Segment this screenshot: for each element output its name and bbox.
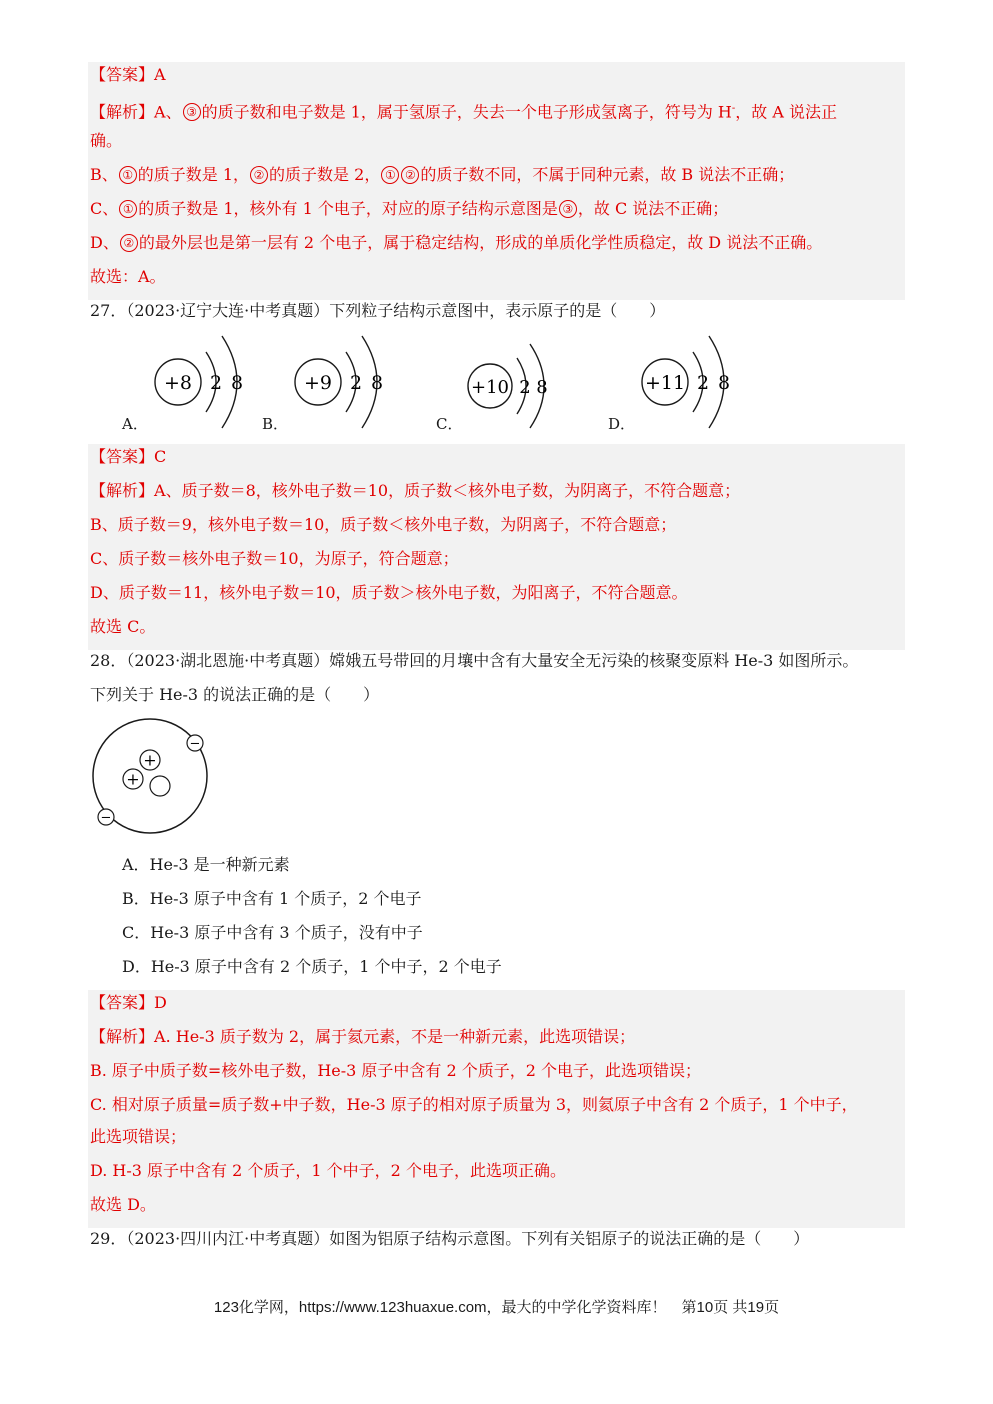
diagram-d (642, 336, 730, 428)
answer-block-28 (88, 990, 905, 1228)
circled-number: ① (119, 200, 137, 218)
shell-electron-label: 8 (230, 372, 244, 394)
text-segment: ，故 C 说法不正确； (577, 199, 729, 218)
answer-value: D (154, 993, 167, 1012)
answer-line (90, 992, 167, 1014)
nucleus-label: +10 (471, 377, 509, 398)
answer-tag: 【答案】 (90, 993, 155, 1012)
diagram-b (295, 336, 383, 428)
neutron-icon (150, 776, 170, 796)
text-segment: 的最外层也是第一层有 2 个电子，属于稳定结构，形成的单质化学性质稳定，故 D 说法不正确。 (138, 233, 823, 252)
analysis-tag: 【解析】 (90, 1027, 155, 1046)
analysis-line-a (90, 98, 837, 123)
text-segment: 的质子数不同，不属于同种元素，故 B 说法不正确； (420, 165, 795, 184)
nucleus-label: +11 (644, 372, 686, 394)
diagram-c (468, 344, 548, 428)
question-27-stem: 27．（2023·辽宁大连·中考真题）下列粒子结构示意图中，表示原子的是（ ） (90, 301, 666, 320)
analysis-line-b (90, 164, 794, 186)
analysis-line-b: B. 原子中质子数=核外电子数，He-3 原子中含有 2 个质子，2 个电子，此选项错误； (90, 1061, 702, 1080)
answer-value: A (154, 65, 166, 84)
answer-line (90, 64, 166, 86)
conclusion: 故选 C。 (90, 617, 156, 636)
shell-electron-label: 2 (209, 372, 223, 394)
circled-number: ② (401, 166, 419, 184)
atom-diagrams-27 (0, 332, 993, 432)
option-c: C．He-3 原子中含有 3 个质子，没有中子 (122, 923, 423, 942)
he3-atom-diagram (88, 716, 218, 836)
analysis-line-c: C、质子数＝核外电子数＝10，为原子，符合题意； (90, 549, 459, 568)
shell-electron-label: 2 (519, 377, 531, 398)
circled-number: ① (381, 166, 399, 184)
analysis-line-a (90, 1026, 635, 1048)
analysis-line-a (90, 480, 740, 502)
superscript: - (731, 103, 736, 114)
question-28-stem: 28．（2023·湖北恩施·中考真题）嫦娥五号带回的月壤中含有大量安全无污染的核聚变原料 He-3 如图所示。 (90, 651, 859, 670)
text-segment: 的质子数是 1， (137, 165, 250, 184)
answer-tag: 【答案】 (90, 65, 155, 84)
text-segment: A、质子数＝8，核外电子数＝10，质子数＜核外电子数，为阴离子，不符合题意； (154, 481, 741, 500)
circled-number: ③ (183, 103, 201, 121)
shell-electron-label: 2 (696, 372, 710, 394)
text-segment: B、 (90, 165, 118, 184)
question-28-stem-wrap: 下列关于 He-3 的说法正确的是（ ） (90, 685, 380, 704)
option-a: A．He-3 是一种新元素 (122, 855, 290, 874)
option-label-c: C． (436, 415, 463, 433)
option-label-a: A． (122, 415, 148, 433)
diagram-a (155, 336, 243, 428)
shell-electron-label: 8 (717, 372, 731, 394)
circled-number: ② (120, 234, 138, 252)
answer-block-26 (88, 62, 905, 300)
analysis-line-c (90, 198, 728, 220)
text-segment: A、 (154, 102, 182, 122)
text-segment: 的质子数是 2， (269, 165, 381, 184)
analysis-line-d: D、质子数＝11，核外电子数＝10，质子数＞核外电子数，为阳离子，不符合题意。 (90, 583, 688, 602)
answer-value: C (154, 447, 167, 466)
option-label-b: B． (262, 415, 289, 433)
text-segment: A. He-3 质子数为 2，属于氦元素，不是一种新元素，此选项错误； (154, 1027, 636, 1046)
circled-number: ② (250, 166, 268, 184)
option-b: B．He-3 原子中含有 1 个质子，2 个电子 (122, 889, 422, 908)
proton-icon: + (126, 769, 140, 789)
circled-number: ③ (559, 200, 577, 218)
nucleus-label: +9 (303, 372, 333, 394)
proton-icon: + (143, 750, 157, 770)
page-footer: 123化学网，https://www.123huaxue.com，最大的中学化学资料库！ 第10页 共19页 (213, 1299, 780, 1316)
option-label-d: D． (608, 415, 636, 433)
text-segment: ，故 A 说法正 (735, 102, 838, 122)
electron-icon: − (100, 810, 112, 826)
circled-number: ① (119, 166, 137, 184)
text-segment: 的质子数和电子数是 1，属于氢原子，失去一个电子形成氢离子，符号为 H (201, 102, 732, 122)
answer-line (90, 446, 166, 468)
shell-electron-label: 2 (349, 372, 363, 394)
analysis-line-c: C. 相对原子质量=质子数+中子数，He-3 原子的相对原子质量为 3，则氦原子中含有 2 个质子，1 个中子， (90, 1095, 858, 1114)
text-segment: C、 (90, 199, 119, 218)
answer-block-27 (88, 444, 905, 650)
analysis-line-b: B、质子数＝9，核外电子数＝10，质子数＜核外电子数，为阴离子，不符合题意； (90, 515, 677, 534)
conclusion: 故选：A。 (90, 267, 166, 286)
analysis-line-d: D. H-3 原子中含有 2 个质子，1 个中子，2 个电子，此选项正确。 (90, 1161, 566, 1180)
option-d: D．He-3 原子中含有 2 个质子，1 个中子，2 个电子 (122, 957, 502, 976)
question-29-stem: 29．（2023·四川内江·中考真题）如图为铝原子结构示意图。下列有关铝原子的说法正确的是（ ） (90, 1229, 810, 1248)
analysis-tag: 【解析】 (90, 481, 155, 500)
answer-tag: 【答案】 (90, 447, 155, 466)
text-segment: D、 (90, 233, 119, 252)
text-segment: 的质子数是 1，核外有 1 个电子，对应的原子结构示意图是 (138, 199, 558, 218)
analysis-line-c-wrap: 此选项错误； (90, 1127, 187, 1146)
analysis-tag: 【解析】 (90, 102, 155, 122)
nucleus-label: +8 (163, 372, 193, 394)
shell-electron-label: 8 (536, 377, 548, 398)
analysis-line-d (90, 232, 822, 254)
conclusion: 故选 D。 (90, 1195, 156, 1214)
shell-electron-label: 8 (370, 372, 384, 394)
electron-icon: − (189, 736, 201, 752)
analysis-line-a-wrap: 确。 (90, 131, 123, 150)
